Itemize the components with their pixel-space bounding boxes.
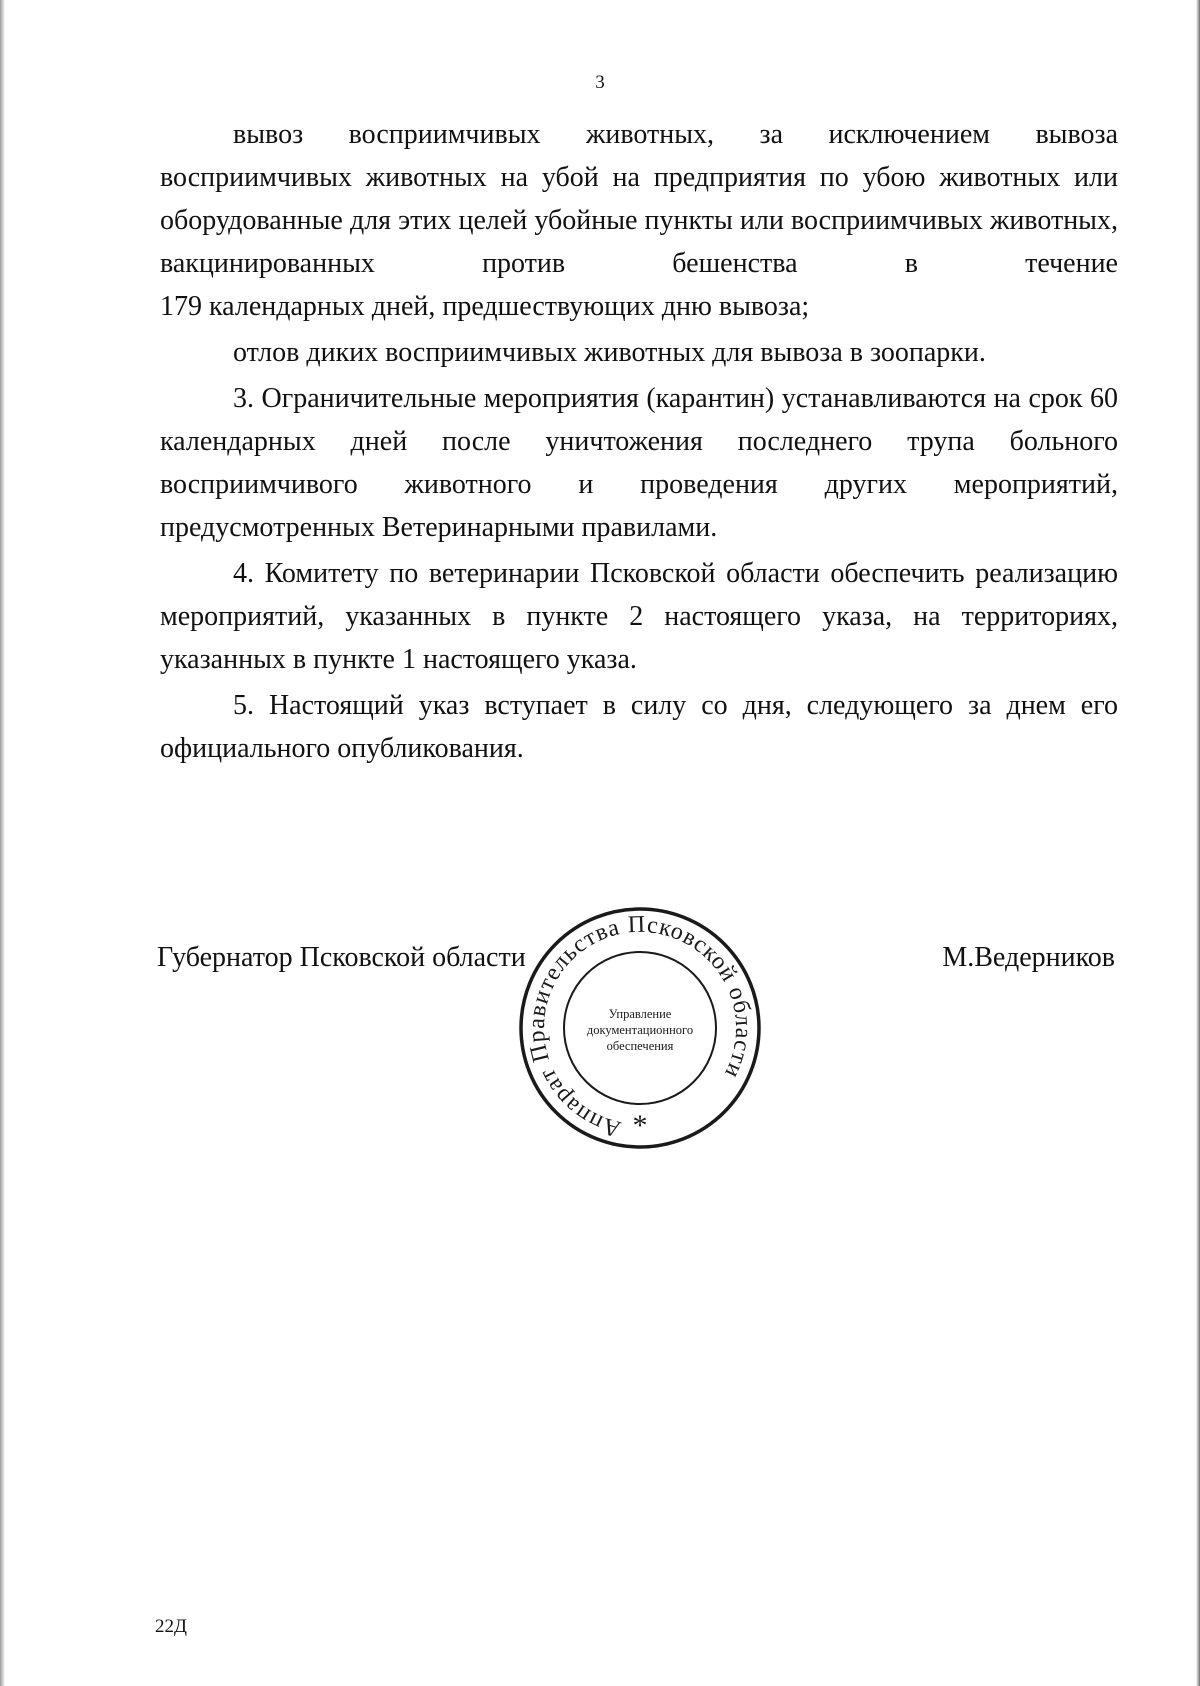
paragraph-item-3-quarantine: 3. Ограничительные мероприятия (карантин) устанавливаются на срок 60 календарных дней после уничтожения последнего трупа больного восприимчивого животного и проведения других мероприятий, предусмотренных Ветеринарными правилами. (160, 383, 1118, 543)
scan-edge-right (1196, 0, 1200, 1686)
seal-inner-line-1: Управление (608, 1007, 672, 1021)
paragraph-export-restriction-end: 179 календарных дней, предшествующих дню вывоза; (160, 291, 810, 322)
official-seal (518, 906, 762, 1150)
paragraph-wild-animals: отлов диких восприимчивых животных для вывоза в зоопарки. (233, 337, 986, 368)
seal-inner-line-2: документационного (586, 1023, 694, 1037)
page-number: 3 (595, 72, 605, 93)
signatory-name: М.Ведерников (942, 942, 1115, 973)
document-body (160, 113, 1118, 770)
seal-star-icon: * (632, 1109, 648, 1142)
seal-inner-line-3: обеспечения (606, 1039, 674, 1053)
scan-edge-left (0, 0, 5, 1686)
signatory-title: Губернатор Псковской области (157, 942, 526, 973)
paragraph-item-5-effective: 5. Настоящий указ вступает в силу со дня, следующего за днем его официального опубликования. (160, 690, 1118, 764)
seal-outer-text: Аппарат Правительства Псковской области (523, 911, 757, 1142)
paragraph-export-restriction: вывоз восприимчивых животных, за исключением вывоза восприимчивых животных на убой на предприятия по убою животных или оборудованные для этих целей убойные пункты или восприимчивых животных, вакцинированных против бешенства в течение (160, 119, 1118, 279)
document-code: 22Д (155, 1616, 187, 1637)
paragraph-item-4-committee: 4. Комитету по ветеринарии Псковской области обеспечить реализацию мероприятий, указанных в пункте 2 настоящего указа, на территориях, указанных в пункте 1 настоящего указа. (160, 558, 1118, 675)
